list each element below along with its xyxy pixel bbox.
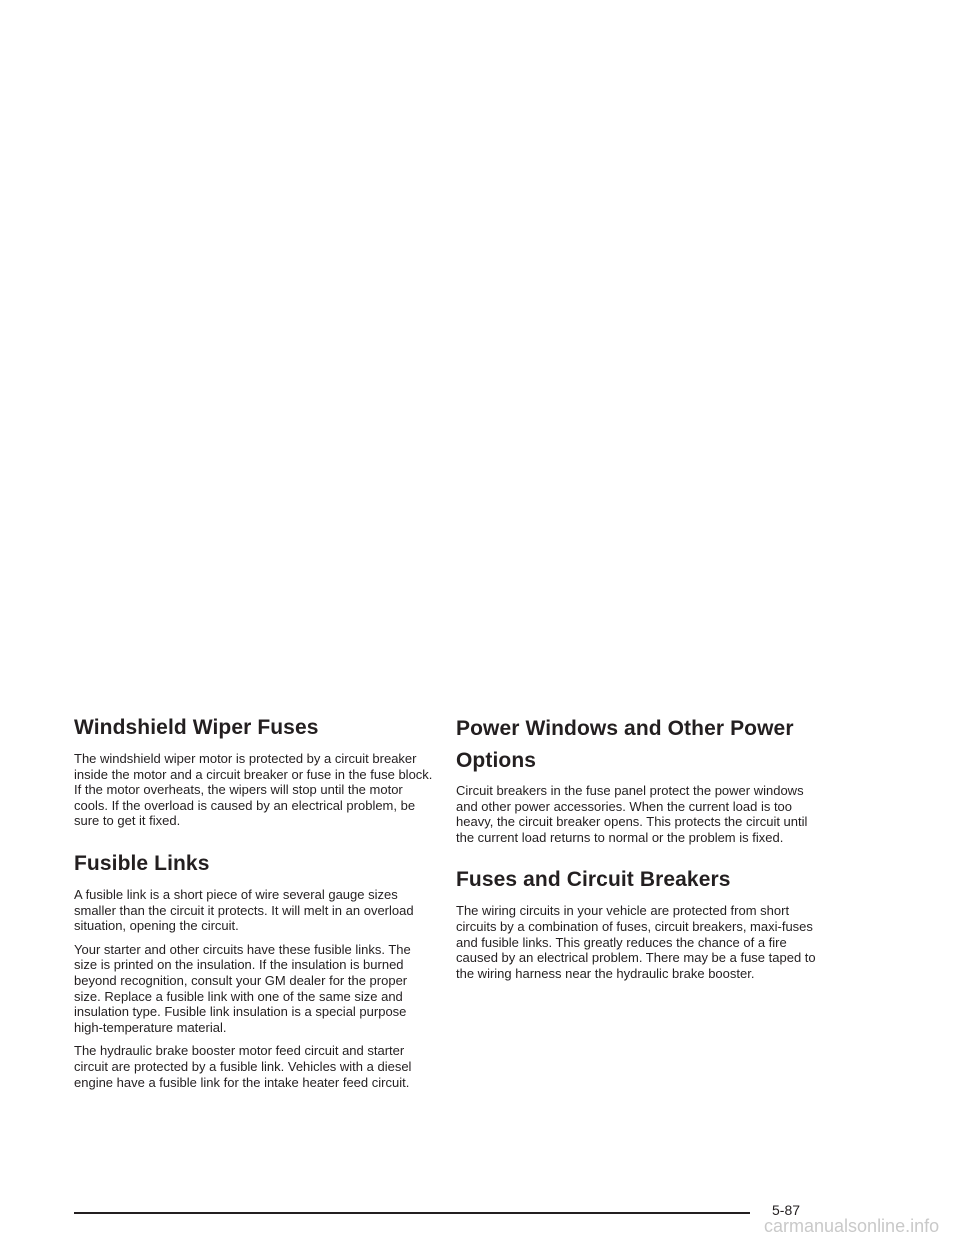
- watermark: carmanualsonline.info: [764, 1216, 940, 1236]
- page-number: 5-87: [772, 1202, 801, 1218]
- section-heading: Fusible Links: [74, 851, 210, 875]
- section-heading: Fuses and Circuit Breakers: [456, 868, 731, 892]
- paragraph: The hydraulic brake booster motor feed circuit and starter circuit are protected by a fusible link. Vehicles with a diesel engine have a fusible link for the intake heater feed circuit.: [74, 1043, 412, 1090]
- paragraph: Your starter and other circuits have these fusible links. The size is printed on the insulation. If the insulation is burned beyond recognition, consult your GM dealer for the proper size. Replace a fusible link with one of the same size and insulation type. Fusible link insulation is a special purpose high-temperature material.: [74, 941, 411, 1035]
- section-heading: Power Windows and Other Power Options: [456, 717, 794, 772]
- paragraph: Circuit breakers in the fuse panel protect the power windows and other power accessories. When the current load is too heavy, the circuit breaker opens. This protects the circuit until the current load returns to normal or the problem is fixed.: [456, 783, 808, 845]
- section-heading: Windshield Wiper Fuses: [74, 716, 319, 739]
- paragraph: A fusible link is a short piece of wire several gauge sizes smaller than the circuit it protects. It will melt in an overload situation, opening the circuit.: [74, 886, 414, 934]
- left-column: [74, 713, 436, 1098]
- section-windshield-wiper-fuses: [74, 713, 436, 829]
- footer-rule: [74, 1212, 750, 1214]
- paragraph: The windshield wiper motor is protected by a circuit breaker inside the motor and a circuit breaker or fuse in the fuse block. If the motor overheats, the wipers will stop until the motor cools. If the overload is caused by an electrical problem, be sure to get it fixed.: [74, 751, 433, 829]
- section-fusible-links: [74, 849, 436, 1090]
- paragraph: The wiring circuits in your vehicle are protected from short circuits by a combination of fuses, circuit breakers, maxi-fuses and fusible links. This greatly reduces the chance of a fire caused by an electrical problem. There may be a fuse taped to the wiring harness near the hydraulic brake booster.: [456, 903, 816, 981]
- section-power-windows: [456, 713, 818, 845]
- right-column: [456, 713, 818, 989]
- section-fuses-and-circuit-breakers: [456, 865, 818, 981]
